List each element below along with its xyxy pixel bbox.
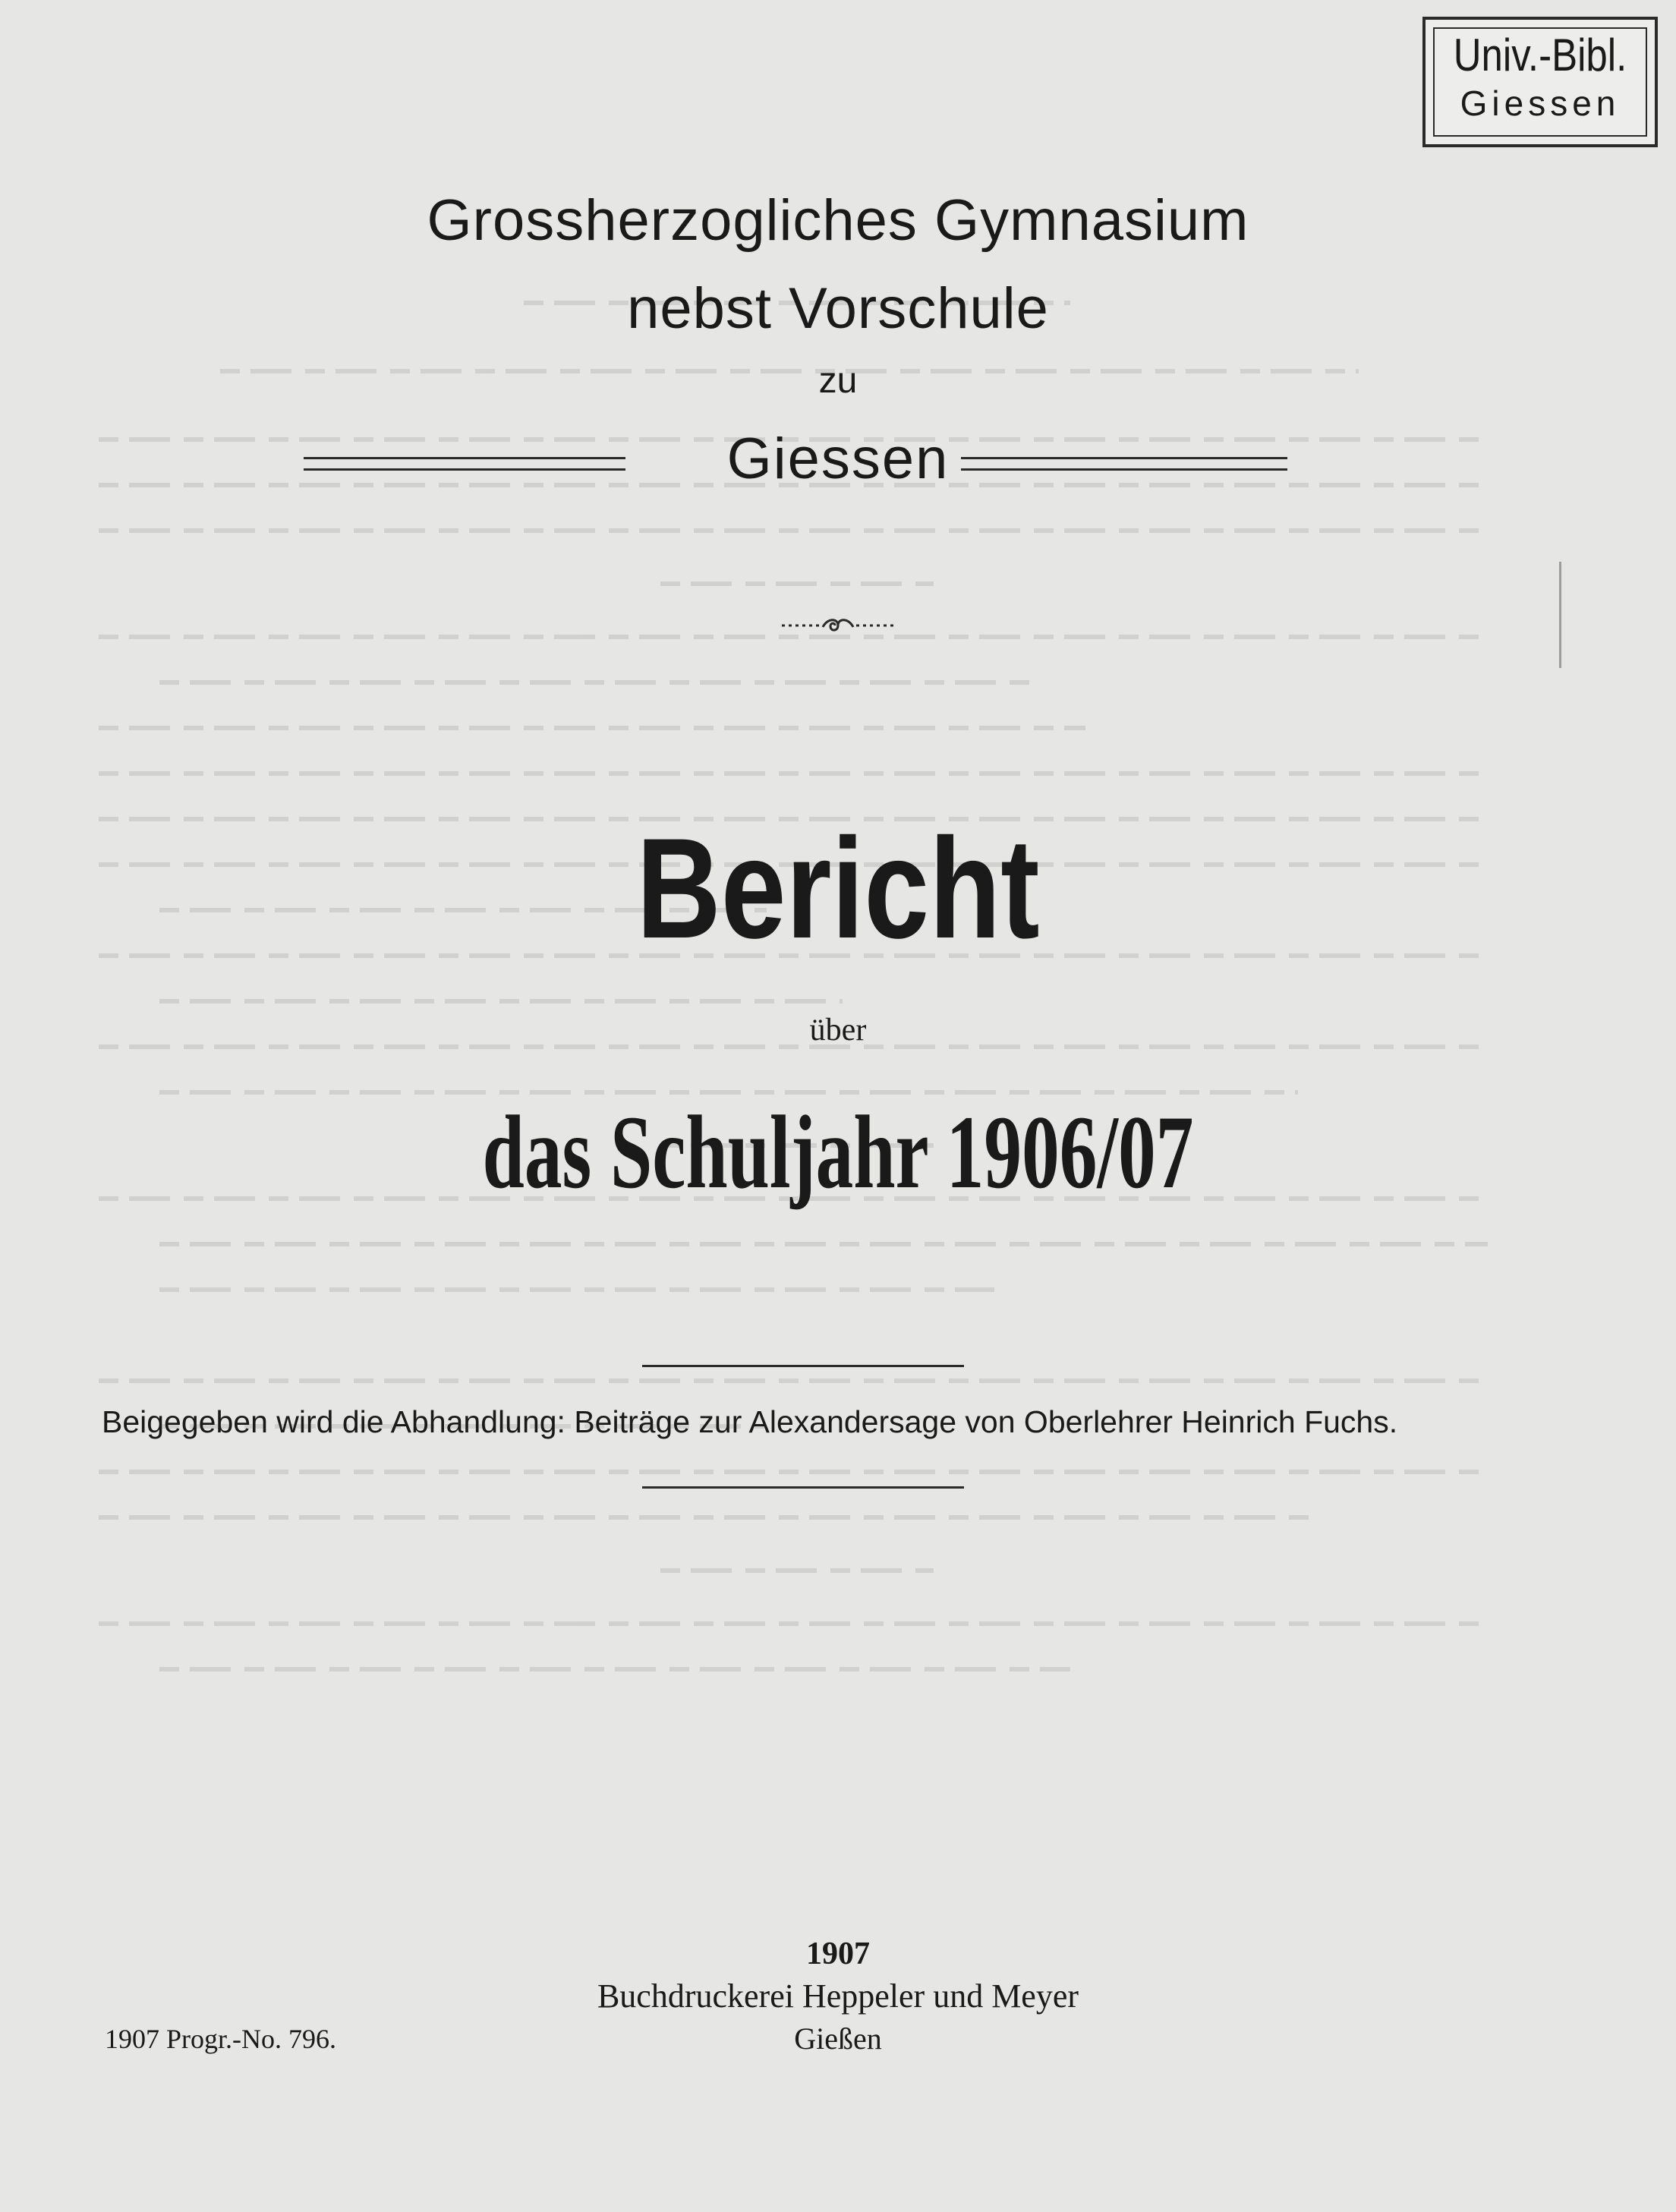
stamp-line-2: Giessen [1460,84,1621,123]
rule-above-supplement [642,1365,964,1367]
ornament-divider [782,616,894,635]
school-year-title: das Schuljahr 1906/07 [482,1094,1194,1210]
library-stamp [1422,17,1658,147]
school-preposition: zu [818,361,858,401]
rule-below-supplement [642,1486,964,1489]
bleed-through-text [99,288,1541,1731]
printer-name: Buchdruckerei Heppeler und Meyer [597,1977,1079,2015]
supplement-note: Beigegeben wird die Abhandlung: Beiträge zur Alexandersage von Oberlehrer Heinrich Fuchs. [102,1404,1398,1439]
right-double-rule [961,457,1287,471]
report-preposition: über [809,1013,867,1048]
school-city: Giessen [726,427,950,491]
report-title: Bericht [636,808,1040,968]
program-number: 1907 Progr.-No. 796. [105,2024,336,2054]
school-subtitle: nebst Vorschule [627,276,1049,341]
page-edge-mark [1559,562,1561,668]
publication-year: 1907 [806,1936,870,1971]
publication-city: Gießen [794,2021,882,2056]
school-name: Grossherzogliches Gymnasium [427,188,1249,253]
stamp-line-1: Univ.-Bibl. [1453,30,1627,80]
